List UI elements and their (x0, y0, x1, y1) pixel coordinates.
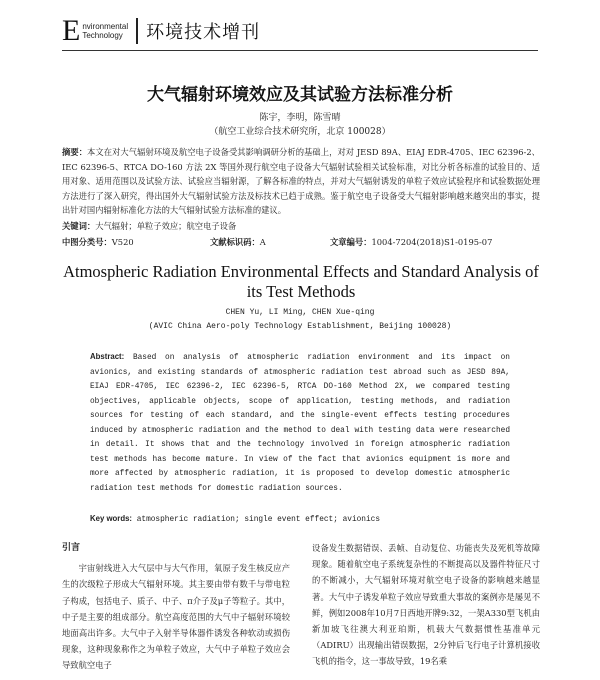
cn-class-number (62, 236, 210, 248)
en-keywords-label: Key words: (90, 514, 133, 523)
cn-doc-code-value: A (259, 237, 266, 247)
cn-abstract-label: 摘要： (62, 147, 88, 157)
en-abstract (90, 350, 510, 496)
cn-keywords (62, 220, 540, 232)
cn-class-label: 中图分类号： (62, 237, 112, 247)
journal-header (62, 16, 260, 46)
en-abstract-text: Based on analysis of atmospheric radiation environment and its impact on avionics, and existing standards of atmospheric radiation test abroad such as JESD 89A, EIAJ EDR-4705, IEC 62396-2, IEC 62396-5, RTCA DO-160 Method 2X, we compared testing objectives, applicable objects, scope of application, testing methods, and radiation sources for testing of each standard, and the single-event effects testing procedures induced by atmospheric radiation and the method to deal with testing data were researched in detail. It shows that and the technology involved in foreign atmospheric radiation test methods has become mature. In view of the fact that avionics equipment is more and more affected by atmospheric radiation, it is proposed to develop domestic atmospheric radiation test methods for domestic radiation sources. (90, 354, 510, 493)
cn-article-id-value: 1004-7204(2018)S1-0195-07 (371, 237, 493, 247)
en-authors: CHEN Yu, LI Ming, CHEN Xue-qing (225, 308, 375, 317)
journal-logo-letter: E (62, 14, 81, 47)
cn-doc-code-label: 文献标识码： (210, 237, 260, 247)
header-rule (62, 50, 538, 51)
journal-logo-line1: nvironmental (82, 22, 129, 31)
cn-affiliation: （航空工业综合技术研究所，北京 100028） (209, 127, 391, 137)
cn-abstract-text: 本文在对大气辐射环境及航空电子设备受其影响调研分析的基础上，对对 JESD 89A、EIAJ EDR-4705、IEC 62396-2、IEC 62396-5、RTCA DO-160 方法 2X 等国外现行航空电子设备大气辐射试验相关试验标准，对比分析各标准的试验目的、适用对象、适用范围以及试验方法、试验应当辐射源，了解各标准的特点，并对大气辐射诱发的单粒子效应试验程序和试验数据处理方法进行了深入研究，得出国外大气辐射试验方法及标技术已趋于成熟。鉴于航空电子设备受大气辐射影响越来越突出的事实，提出针对国内辐射标准化方法的大气辐射试验方法标准的建议。 (62, 147, 540, 216)
header-divider (136, 18, 138, 44)
cn-title: 大气辐射环境效应及其试验方法标准分析 (147, 85, 453, 105)
body-column-right (312, 540, 540, 670)
en-title: Atmospheric Radiation Environmental Effects and Standard Analysis of its Test Methods (63, 262, 539, 301)
journal-logo-line2: Technology (82, 31, 123, 40)
en-affiliation: (AVIC China Aero-poly Technology Establishment, Beijing 100028) (148, 322, 452, 331)
cn-classification (62, 236, 540, 248)
cn-authors: 陈宇，李明，陈雪晴 (259, 113, 341, 123)
body-paragraph-left: 宇宙射线进入大气层中与大气作用，氧原子发生核反应产生的次级粒子形成大气辐射环境。其主要由带有数千与带电粒子构成，包括电子、质子、中子、π介子及μ子等粒子。其中，中子是主要的组成部分。航空高度范围的大气中子辐射环境较地面高出许多。大气中子入射半导体器件诱发各种软动或损伤现象，这种现象称作之为单粒子效应，大气中子单粒子效应会导致航空电子 (62, 563, 290, 671)
body-paragraph-right: 设备发生数据错误、丢帧、自动复位、功能丧失及死机等故障现象。随着航空电子系统复杂性的不断提高以及器件特征尺寸的不断减小，大气辐射环境对航空电子设备的影响越来越显著。大气中子诱发单粒子效应导致重大事故的案例亦是屡见不鲜，例如2008年10月7日西地开牌9:32，一架A330型飞机由新加坡飞往澳大利亚珀斯，机载大气数据惯性基准单元（ADIRU）出现输出错误数据，2分钟后飞行电子计算机接收飞机的指令，这一事故导致，19名乘 (312, 543, 540, 667)
cn-abstract (62, 145, 540, 218)
cn-keywords-label: 关键词： (62, 221, 96, 231)
cn-article-id (330, 236, 492, 248)
en-keywords (90, 514, 510, 524)
cn-doc-code (210, 236, 330, 248)
cn-keywords-text: 大气辐射；单粒子效应；航空电子设备 (95, 221, 237, 231)
journal-name: 环境技术增刊 (146, 22, 261, 43)
en-abstract-label: Abstract: (90, 352, 125, 361)
cn-article-id-label: 文章编号： (330, 237, 372, 247)
journal-logo-text (82, 22, 128, 40)
en-keywords-text: atmospheric radiation; single event effect; avionics (136, 516, 381, 524)
cn-class-value: V520 (111, 237, 134, 247)
section-title: 引言 (62, 543, 81, 553)
body-column-left (62, 540, 290, 674)
